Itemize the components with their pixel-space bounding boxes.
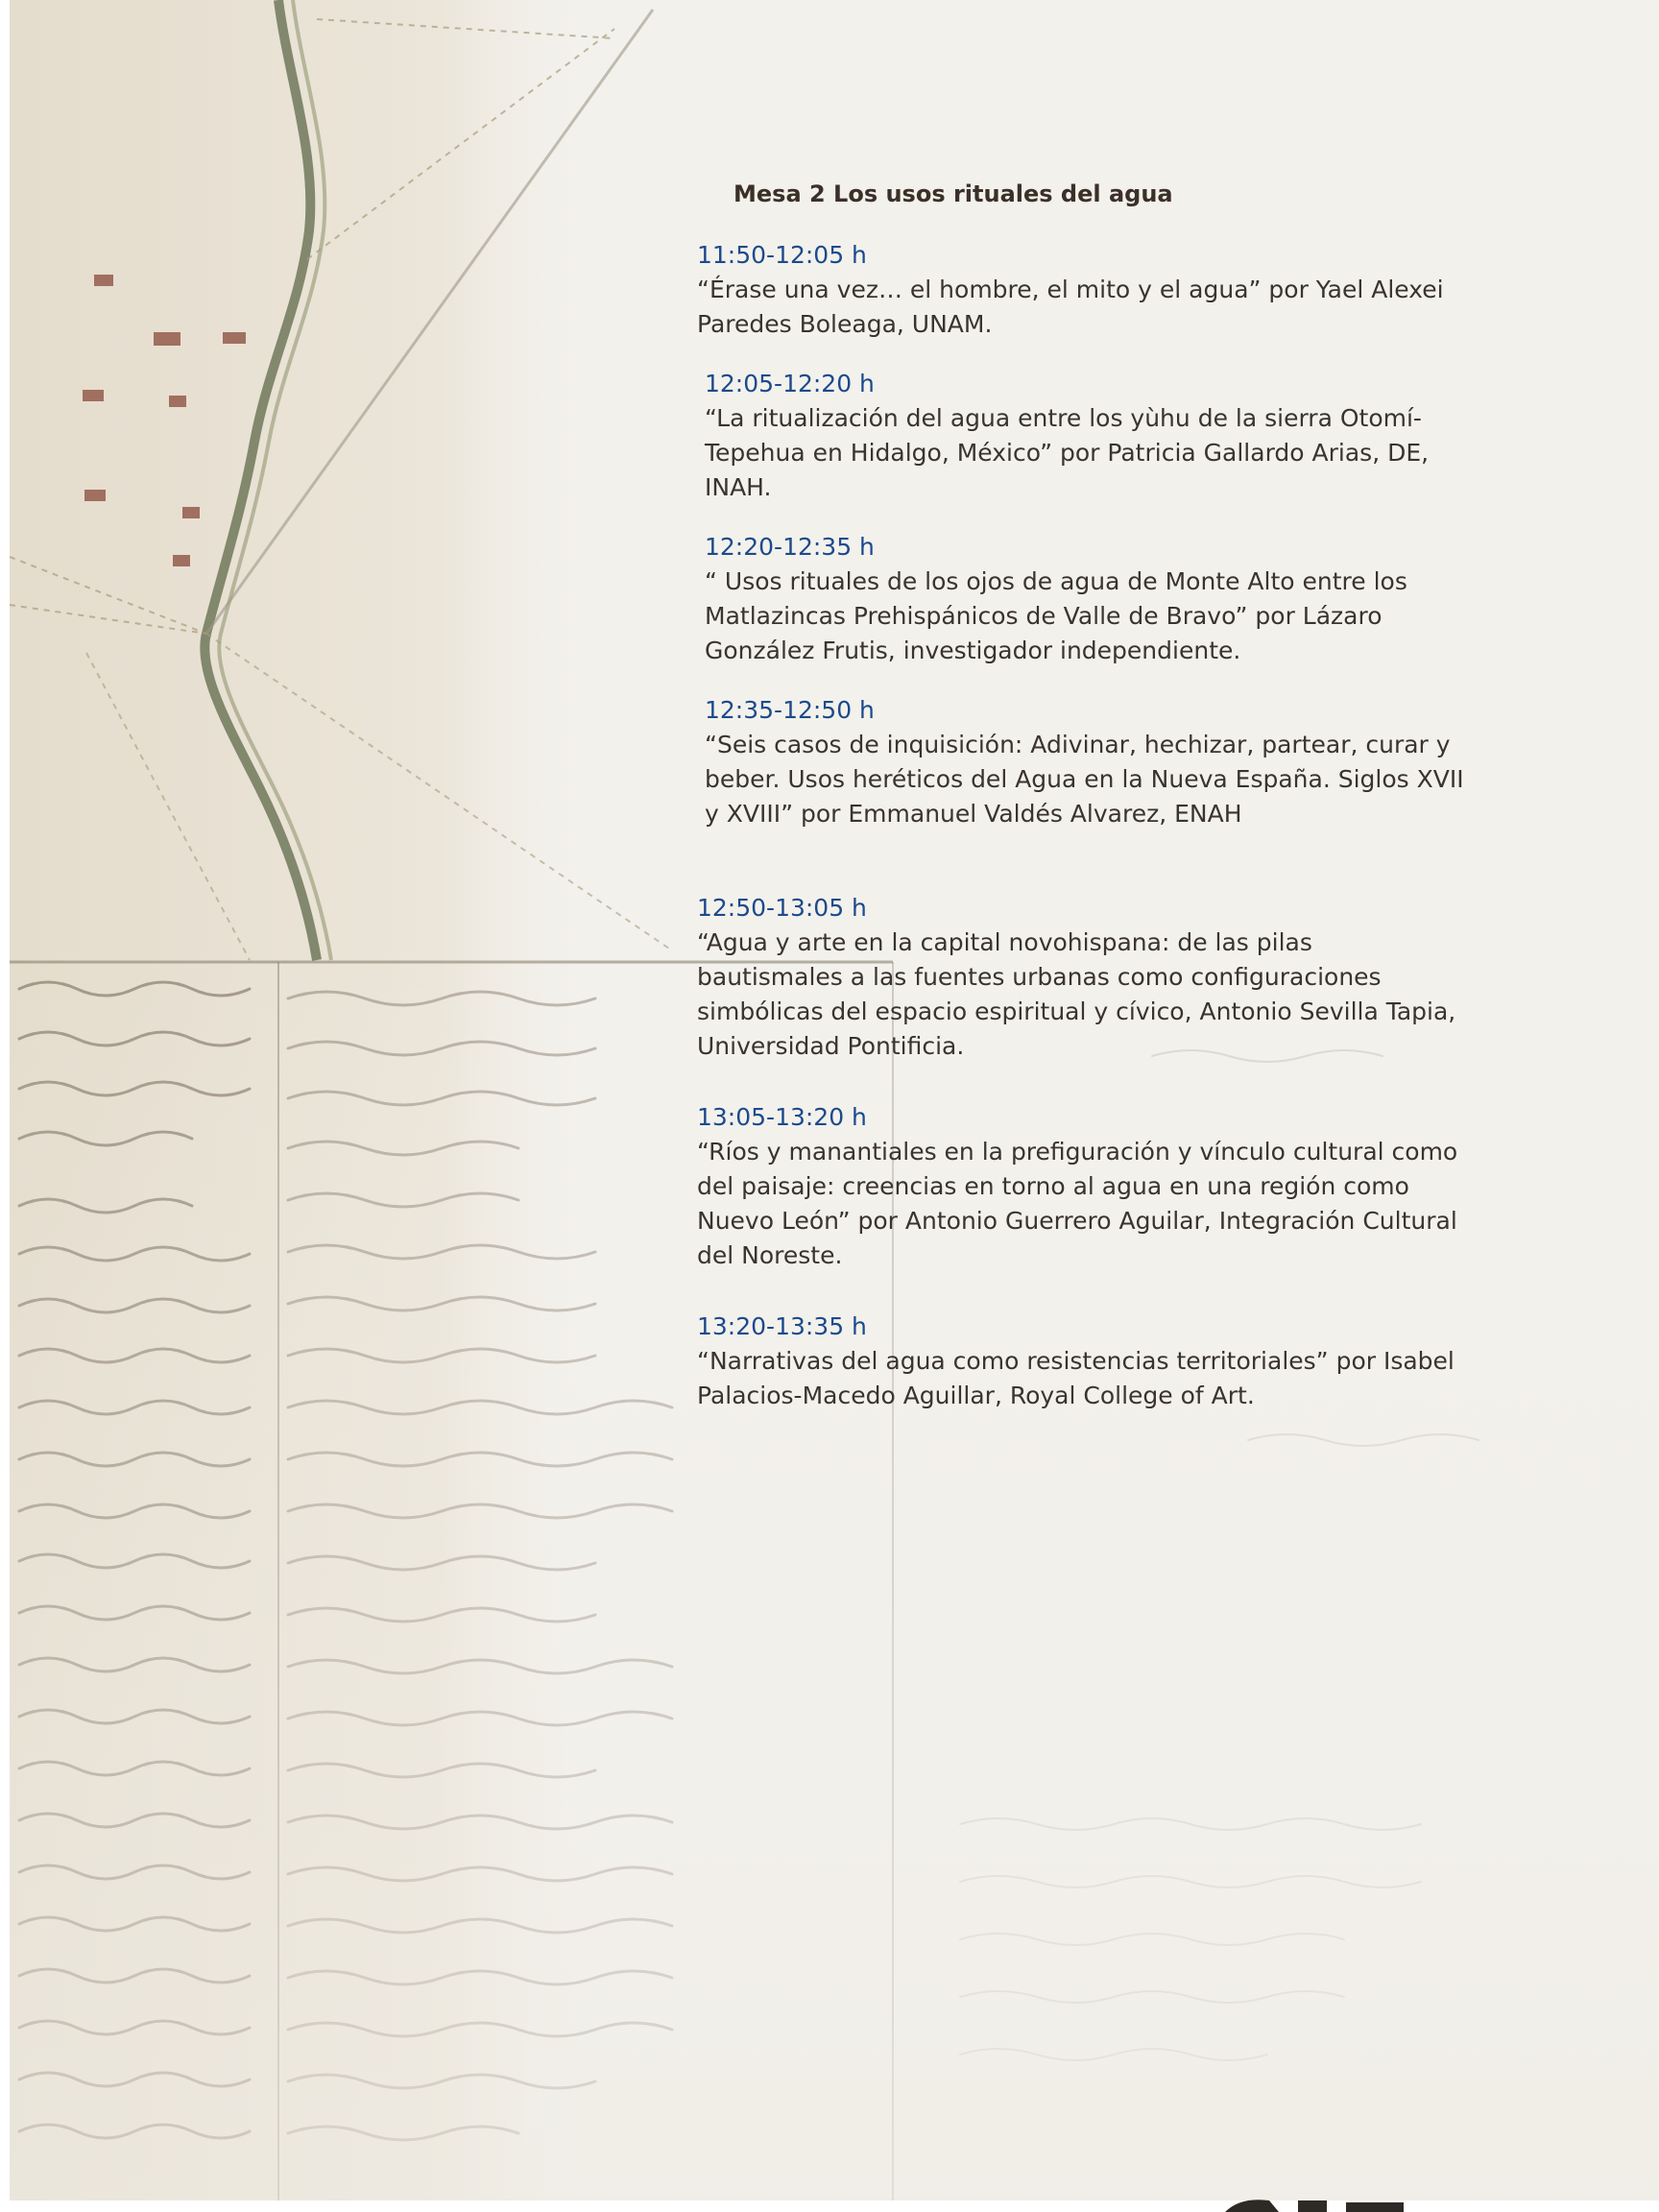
talk-item: [705, 367, 1492, 505]
talk-time: 12:35-12:50 h: [705, 696, 875, 724]
talk-description: “Narrativas del agua como resistencias territoriales” por Isabel Palacios-Macedo Aguillar, Royal College of Art.: [697, 1347, 1455, 1409]
talk-time: 11:50-12:05 h: [697, 241, 867, 269]
talk-time: 12:20-12:35 h: [705, 533, 875, 561]
talk-description: “Érase una vez… el hombre, el mito y el agua” por Yael Alexei Paredes Boleaga, UNAM.: [697, 276, 1444, 338]
talk-item: [697, 1100, 1484, 1273]
talk-item: [697, 238, 1484, 342]
talk-time: 13:05-13:20 h: [697, 1103, 867, 1131]
talk-description: “Ríos y manantiales en la prefiguración y vínculo cultural como del paisaje: creencias en torno al agua en una región como Nuevo León” por Antonio Guerrero Aguilar, Integración Cultural del Noreste.: [697, 1138, 1458, 1269]
talk-description: “Agua y arte en la capital novohispana: de las pilas bautismales a las fuentes urbanas como configuraciones simbólicas del espacio espiritual y cívico, Antonio Sevilla Tapia, Universidad Pontificia.: [697, 928, 1456, 1060]
partial-logo-icon: [1221, 2197, 1413, 2212]
talk-time: 12:50-13:05 h: [697, 894, 867, 922]
talk-item: [705, 693, 1492, 831]
talk-description: “Seis casos de inquisición: Adivinar, hechizar, partear, curar y beber. Usos heréticos del Agua en la Nueva España. Siglos XVII y XVIII” por Emmanuel Valdés Alvarez, ENAH: [705, 731, 1464, 828]
talk-time: 12:05-12:20 h: [705, 370, 875, 397]
talk-item: [697, 891, 1484, 1064]
session-title: Mesa 2 Los usos rituales del agua: [733, 180, 1173, 207]
talk-time: 13:20-13:35 h: [697, 1312, 867, 1340]
talk-item: [705, 530, 1492, 668]
talk-item: [697, 1310, 1484, 1413]
page-left-edge: [0, 0, 10, 2212]
talk-description: “ Usos rituales de los ojos de agua de Monte Alto entre los Matlazincas Prehispánicos de Valle de Bravo” por Lázaro González Frutis, investigador independiente.: [705, 567, 1407, 664]
talk-description: “La ritualización del agua entre los yùhu de la sierra Otomí-Tepehua en Hidalgo, México” por Patricia Gallardo Arias, DE, INAH.: [705, 404, 1430, 501]
